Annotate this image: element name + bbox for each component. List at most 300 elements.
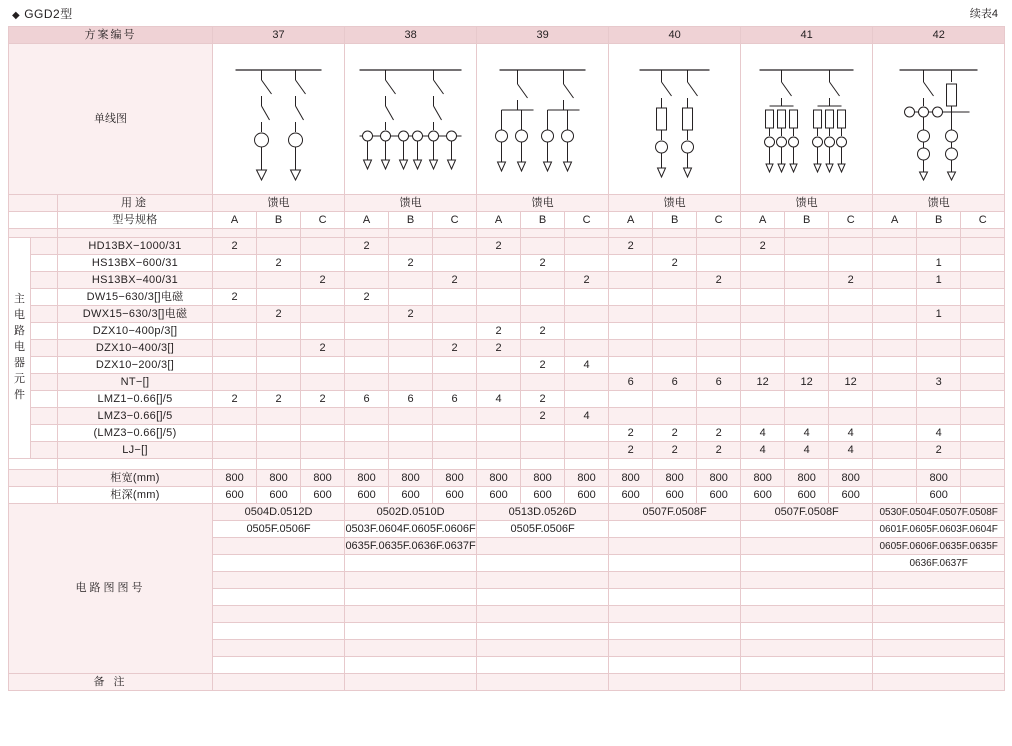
row-indent xyxy=(31,289,58,306)
model-qty-cell: 4 xyxy=(829,442,873,459)
scheme-number-37: 37 xyxy=(213,27,345,44)
circuit-number-cell xyxy=(213,538,345,555)
dimension-value: 800 xyxy=(741,470,785,487)
model-qty-cell xyxy=(741,255,785,272)
circuit-number-cell xyxy=(873,623,1005,640)
model-name: (LMZ3−0.66[]/5) xyxy=(58,425,213,442)
model-qty-cell xyxy=(653,391,697,408)
model-qty-cell xyxy=(609,255,653,272)
model-qty-cell xyxy=(873,272,917,289)
model-qty-cell xyxy=(653,408,697,425)
dimension-value: 600 xyxy=(741,487,785,504)
use-37: 馈电 xyxy=(213,195,345,212)
model-qty-cell xyxy=(961,408,1005,425)
model-qty-cell xyxy=(785,238,829,255)
model-qty-cell xyxy=(345,442,389,459)
model-name: HS13BX−600/31 xyxy=(58,255,213,272)
circuit-number-cell xyxy=(609,623,741,640)
col-42-a: A xyxy=(873,212,917,229)
dimension-label: 柜深(mm) xyxy=(58,487,213,504)
model-qty-cell xyxy=(653,323,697,340)
col-37-b: B xyxy=(257,212,301,229)
circuit-number-cell xyxy=(741,589,873,606)
circuit-number-cell xyxy=(477,538,609,555)
col-39-a: A xyxy=(477,212,521,229)
circuit-number-cell xyxy=(345,606,477,623)
single-line-diagram-row xyxy=(9,44,1005,195)
dimension-value: 600 xyxy=(433,487,477,504)
model-name: DZX10−400/3[] xyxy=(58,340,213,357)
table-row xyxy=(9,255,1005,272)
circuit-number-cell xyxy=(213,555,345,572)
model-qty-cell xyxy=(609,357,653,374)
row-indent xyxy=(9,470,58,487)
table-row xyxy=(9,323,1005,340)
row-indent xyxy=(31,306,58,323)
diagram-38 xyxy=(345,44,477,195)
circuit-number-cell: 0507F.0508F xyxy=(609,504,741,521)
model-abc-row xyxy=(9,212,1005,229)
model-qty-cell xyxy=(521,340,565,357)
model-qty-cell xyxy=(697,306,741,323)
model-qty-cell xyxy=(213,255,257,272)
model-qty-cell xyxy=(565,442,609,459)
circuit-number-cell: 0503F.0604F.0605F.0606F xyxy=(345,521,477,538)
model-qty-cell: 2 xyxy=(609,442,653,459)
circuit-number-cell xyxy=(609,640,741,657)
model-qty-cell xyxy=(785,340,829,357)
dimension-value: 800 xyxy=(433,470,477,487)
model-qty-cell xyxy=(477,289,521,306)
model-qty-cell xyxy=(565,323,609,340)
circuit-number-cell xyxy=(477,606,609,623)
model-qty-cell xyxy=(873,442,917,459)
table-row xyxy=(9,340,1005,357)
model-qty-cell xyxy=(873,255,917,272)
model-qty-cell: 2 xyxy=(609,238,653,255)
model-qty-cell xyxy=(697,391,741,408)
col-40-c: C xyxy=(697,212,741,229)
dimension-value: 600 xyxy=(829,487,873,504)
model-qty-cell: 2 xyxy=(301,391,345,408)
model-qty-cell xyxy=(653,306,697,323)
use-header: 用途 xyxy=(58,195,213,212)
model-qty-cell xyxy=(609,391,653,408)
row-indent xyxy=(31,391,58,408)
model-qty-cell xyxy=(213,442,257,459)
col-39-b: B xyxy=(521,212,565,229)
dimension-value: 600 xyxy=(301,487,345,504)
model-qty-cell: 2 xyxy=(653,255,697,272)
circuit-number-cell xyxy=(345,589,477,606)
model-qty-cell xyxy=(257,340,301,357)
model-qty-cell: 4 xyxy=(829,425,873,442)
model-qty-cell: 2 xyxy=(565,272,609,289)
model-qty-cell xyxy=(829,306,873,323)
model-qty-cell: 2 xyxy=(521,323,565,340)
col-40-b: B xyxy=(653,212,697,229)
model-qty-cell: 4 xyxy=(565,357,609,374)
model-qty-cell xyxy=(917,391,961,408)
model-qty-cell: 2 xyxy=(609,425,653,442)
use-row-spacer xyxy=(9,195,58,212)
model-qty-cell xyxy=(213,408,257,425)
model-qty-cell: 2 xyxy=(477,238,521,255)
model-qty-cell xyxy=(961,238,1005,255)
model-qty-cell xyxy=(301,357,345,374)
circuit-number-cell xyxy=(213,623,345,640)
model-qty-cell xyxy=(213,340,257,357)
use-40: 馈电 xyxy=(609,195,741,212)
model-qty-cell xyxy=(565,374,609,391)
continued-label: 续表4 xyxy=(969,8,998,20)
model-qty-cell: 2 xyxy=(213,238,257,255)
model-qty-cell: 6 xyxy=(389,391,433,408)
dimension-value: 800 xyxy=(829,470,873,487)
model-qty-cell xyxy=(917,408,961,425)
model-qty-cell xyxy=(345,340,389,357)
use-42: 馈电 xyxy=(873,195,1005,212)
model-qty-cell: 4 xyxy=(785,442,829,459)
vertical-label-char: 器 xyxy=(14,356,25,369)
model-qty-cell xyxy=(521,374,565,391)
circuit-number-cell: 0530F.0504F.0507F.0508F xyxy=(873,504,1005,521)
model-qty-cell xyxy=(873,238,917,255)
circuit-number-cell xyxy=(213,572,345,589)
model-qty-cell xyxy=(433,425,477,442)
diagram-41 xyxy=(741,44,873,195)
circuit-number-cell: 0601F.0605F.0603F.0604F xyxy=(873,521,1005,538)
model-qty-cell xyxy=(653,272,697,289)
row-indent xyxy=(31,272,58,289)
circuit-number-cell: 0502D.0510D xyxy=(345,504,477,521)
model-qty-cell xyxy=(785,272,829,289)
model-qty-cell xyxy=(213,425,257,442)
model-qty-cell: 2 xyxy=(521,391,565,408)
dimension-row xyxy=(9,470,1005,487)
model-qty-cell: 4 xyxy=(741,425,785,442)
model-qty-cell xyxy=(433,442,477,459)
model-qty-cell xyxy=(213,374,257,391)
scheme-header: 方案编号 xyxy=(9,27,213,44)
model-qty-cell xyxy=(433,408,477,425)
col-38-a: A xyxy=(345,212,389,229)
circuit-number-cell: 0636F.0637F xyxy=(873,555,1005,572)
model-qty-cell: 2 xyxy=(477,340,521,357)
row-indent xyxy=(31,323,58,340)
row-indent xyxy=(31,425,58,442)
model-qty-cell xyxy=(477,306,521,323)
circuit-number-cell xyxy=(741,555,873,572)
model-qty-cell xyxy=(961,323,1005,340)
model-qty-cell xyxy=(521,306,565,323)
table-row xyxy=(9,272,1005,289)
model-qty-cell xyxy=(477,255,521,272)
vertical-label-char: 电 xyxy=(14,309,25,322)
circuit-number-cell xyxy=(477,657,609,674)
model-qty-cell: 12 xyxy=(829,374,873,391)
model-qty-cell: 1 xyxy=(917,255,961,272)
model-qty-cell xyxy=(785,306,829,323)
model-qty-cell xyxy=(873,306,917,323)
col-38-c: C xyxy=(433,212,477,229)
model-qty-cell xyxy=(521,442,565,459)
model-qty-cell: 2 xyxy=(521,408,565,425)
model-qty-cell xyxy=(477,425,521,442)
dimension-value: 600 xyxy=(477,487,521,504)
circuit-number-cell: 0605F.0606F.0635F.0635F xyxy=(873,538,1005,555)
col-37-c: C xyxy=(301,212,345,229)
model-qty-cell xyxy=(961,442,1005,459)
model-qty-cell xyxy=(961,306,1005,323)
dimension-value: 600 xyxy=(521,487,565,504)
model-name: DZX10−400p/3[] xyxy=(58,323,213,340)
model-qty-cell xyxy=(389,374,433,391)
model-qty-cell xyxy=(741,323,785,340)
model-qty-cell xyxy=(873,323,917,340)
model-qty-cell xyxy=(213,272,257,289)
model-qty-cell: 12 xyxy=(785,374,829,391)
model-qty-cell xyxy=(961,255,1005,272)
model-qty-cell xyxy=(389,357,433,374)
model-qty-cell xyxy=(301,374,345,391)
model-qty-cell xyxy=(433,306,477,323)
model-qty-cell xyxy=(389,323,433,340)
table-row xyxy=(9,306,1005,323)
model-qty-cell xyxy=(477,374,521,391)
model-qty-cell: 2 xyxy=(301,272,345,289)
col-37-a: A xyxy=(213,212,257,229)
model-qty-cell: 6 xyxy=(345,391,389,408)
dimension-value: 800 xyxy=(301,470,345,487)
model-qty-cell xyxy=(389,442,433,459)
model-qty-cell xyxy=(609,340,653,357)
model-qty-cell xyxy=(829,357,873,374)
model-qty-cell xyxy=(213,357,257,374)
dimension-value: 600 xyxy=(345,487,389,504)
model-qty-cell xyxy=(609,323,653,340)
model-name: LMZ1−0.66[]/5 xyxy=(58,391,213,408)
model-name: HD13BX−1000/31 xyxy=(58,238,213,255)
model-qty-cell xyxy=(697,255,741,272)
model-qty-cell: 2 xyxy=(741,238,785,255)
model-qty-cell: 4 xyxy=(785,425,829,442)
model-qty-cell xyxy=(609,306,653,323)
model-qty-cell xyxy=(521,272,565,289)
dimension-value: 600 xyxy=(389,487,433,504)
row-indent xyxy=(31,357,58,374)
use-39: 馈电 xyxy=(477,195,609,212)
circuit-number-cell xyxy=(213,640,345,657)
use-41: 馈电 xyxy=(741,195,873,212)
model-qty-cell xyxy=(741,306,785,323)
dimension-value: 600 xyxy=(257,487,301,504)
col-39-c: C xyxy=(565,212,609,229)
dimension-value: 800 xyxy=(697,470,741,487)
model-qty-cell: 2 xyxy=(389,255,433,272)
model-qty-cell: 2 xyxy=(917,442,961,459)
circuit-number-cell xyxy=(873,640,1005,657)
dimension-value: 800 xyxy=(785,470,829,487)
model-qty-cell xyxy=(697,238,741,255)
model-qty-cell xyxy=(257,408,301,425)
model-name: LJ−[] xyxy=(58,442,213,459)
model-qty-cell xyxy=(257,323,301,340)
model-qty-cell xyxy=(829,255,873,272)
model-qty-cell: 3 xyxy=(917,374,961,391)
use-38: 馈电 xyxy=(345,195,477,212)
model-qty-cell: 2 xyxy=(389,306,433,323)
circuit-number-cell xyxy=(477,555,609,572)
circuit-number-row xyxy=(9,504,1005,521)
dimension-value: 800 xyxy=(345,470,389,487)
model-qty-cell xyxy=(829,238,873,255)
model-qty-cell xyxy=(873,391,917,408)
circuit-number-cell: 0507F.0508F xyxy=(741,504,873,521)
model-qty-cell: 4 xyxy=(741,442,785,459)
model-qty-cell xyxy=(653,289,697,306)
circuit-number-cell xyxy=(609,589,741,606)
circuit-number-cell xyxy=(741,623,873,640)
model-qty-cell xyxy=(609,272,653,289)
model-qty-cell xyxy=(345,374,389,391)
row-indent xyxy=(31,238,58,255)
circuit-number-cell xyxy=(609,555,741,572)
model-header: 型号规格 xyxy=(58,212,213,229)
model-qty-cell xyxy=(829,289,873,306)
model-qty-cell: 2 xyxy=(213,289,257,306)
dimension-value xyxy=(873,487,917,504)
model-qty-cell xyxy=(873,340,917,357)
table-row xyxy=(9,289,1005,306)
model-qty-cell: 2 xyxy=(345,289,389,306)
model-qty-cell xyxy=(741,340,785,357)
model-qty-cell xyxy=(785,391,829,408)
page-title-text: GGD2型 xyxy=(24,6,73,21)
circuit-number-cell: 0505F.0506F xyxy=(213,521,345,538)
model-qty-cell xyxy=(697,323,741,340)
model-qty-cell xyxy=(213,306,257,323)
model-qty-cell xyxy=(741,289,785,306)
model-qty-cell xyxy=(521,238,565,255)
model-qty-cell xyxy=(389,238,433,255)
model-qty-cell xyxy=(917,340,961,357)
model-qty-cell xyxy=(345,323,389,340)
model-qty-cell xyxy=(961,357,1005,374)
row-indent xyxy=(31,408,58,425)
model-qty-cell xyxy=(565,238,609,255)
model-qty-cell xyxy=(301,425,345,442)
model-qty-cell: 2 xyxy=(697,442,741,459)
model-name: LMZ3−0.66[]/5 xyxy=(58,408,213,425)
dimension-value: 600 xyxy=(785,487,829,504)
circuit-number-cell xyxy=(609,538,741,555)
dimension-value: 800 xyxy=(257,470,301,487)
circuit-number-cell xyxy=(345,555,477,572)
dimension-value: 600 xyxy=(213,487,257,504)
col-41-c: C xyxy=(829,212,873,229)
model-qty-cell xyxy=(873,425,917,442)
table-header-row xyxy=(9,27,1005,44)
model-qty-cell xyxy=(829,340,873,357)
model-qty-cell xyxy=(257,374,301,391)
scheme-number-39: 39 xyxy=(477,27,609,44)
model-qty-cell xyxy=(697,357,741,374)
model-qty-cell xyxy=(653,238,697,255)
col-41-a: A xyxy=(741,212,785,229)
model-qty-cell: 6 xyxy=(433,391,477,408)
main-circuit-device-label xyxy=(9,238,31,459)
circuit-number-cell xyxy=(345,572,477,589)
scheme-number-41: 41 xyxy=(741,27,873,44)
circuit-number-cell xyxy=(345,623,477,640)
model-qty-cell xyxy=(345,425,389,442)
model-qty-cell xyxy=(433,374,477,391)
model-qty-cell xyxy=(301,306,345,323)
model-qty-cell xyxy=(961,391,1005,408)
model-qty-cell xyxy=(873,408,917,425)
col-41-b: B xyxy=(785,212,829,229)
model-qty-cell xyxy=(345,408,389,425)
model-qty-cell xyxy=(477,357,521,374)
dimension-value: 600 xyxy=(917,487,961,504)
row-indent xyxy=(31,442,58,459)
model-qty-cell xyxy=(609,408,653,425)
dimension-row xyxy=(9,487,1005,504)
dimension-value: 800 xyxy=(389,470,433,487)
circuit-number-cell xyxy=(477,623,609,640)
model-qty-cell xyxy=(917,357,961,374)
model-qty-cell xyxy=(741,391,785,408)
dimension-value: 600 xyxy=(565,487,609,504)
model-qty-cell: 6 xyxy=(653,374,697,391)
model-qty-cell xyxy=(389,272,433,289)
specification-table xyxy=(8,26,1005,691)
model-qty-cell xyxy=(257,289,301,306)
row-indent xyxy=(31,374,58,391)
dimension-value: 800 xyxy=(521,470,565,487)
model-qty-cell xyxy=(697,340,741,357)
model-qty-cell xyxy=(477,408,521,425)
model-qty-cell xyxy=(257,425,301,442)
remark-label: 备 注 xyxy=(9,674,213,691)
circuit-number-cell: 0505F.0506F xyxy=(477,521,609,538)
circuit-number-cell xyxy=(741,538,873,555)
model-qty-cell xyxy=(565,391,609,408)
model-qty-cell xyxy=(829,323,873,340)
table-row xyxy=(9,425,1005,442)
model-qty-cell: 2 xyxy=(301,340,345,357)
model-qty-cell: 2 xyxy=(257,391,301,408)
model-qty-cell xyxy=(565,289,609,306)
model-qty-cell xyxy=(301,408,345,425)
circuit-number-cell xyxy=(741,521,873,538)
col-38-b: B xyxy=(389,212,433,229)
circuit-diagram-number-label: 电路图图号 xyxy=(9,504,213,674)
model-qty-cell xyxy=(257,272,301,289)
model-name: DZX10−200/3[] xyxy=(58,357,213,374)
model-qty-cell xyxy=(389,289,433,306)
model-qty-cell: 2 xyxy=(433,340,477,357)
model-qty-cell xyxy=(785,289,829,306)
circuit-number-cell xyxy=(741,606,873,623)
circuit-number-cell: 0635F.0635F.0636F.0637F xyxy=(345,538,477,555)
model-qty-cell: 2 xyxy=(697,425,741,442)
circuit-number-cell xyxy=(609,521,741,538)
dimension-value: 800 xyxy=(477,470,521,487)
row-indent xyxy=(31,340,58,357)
circuit-number-cell xyxy=(609,657,741,674)
